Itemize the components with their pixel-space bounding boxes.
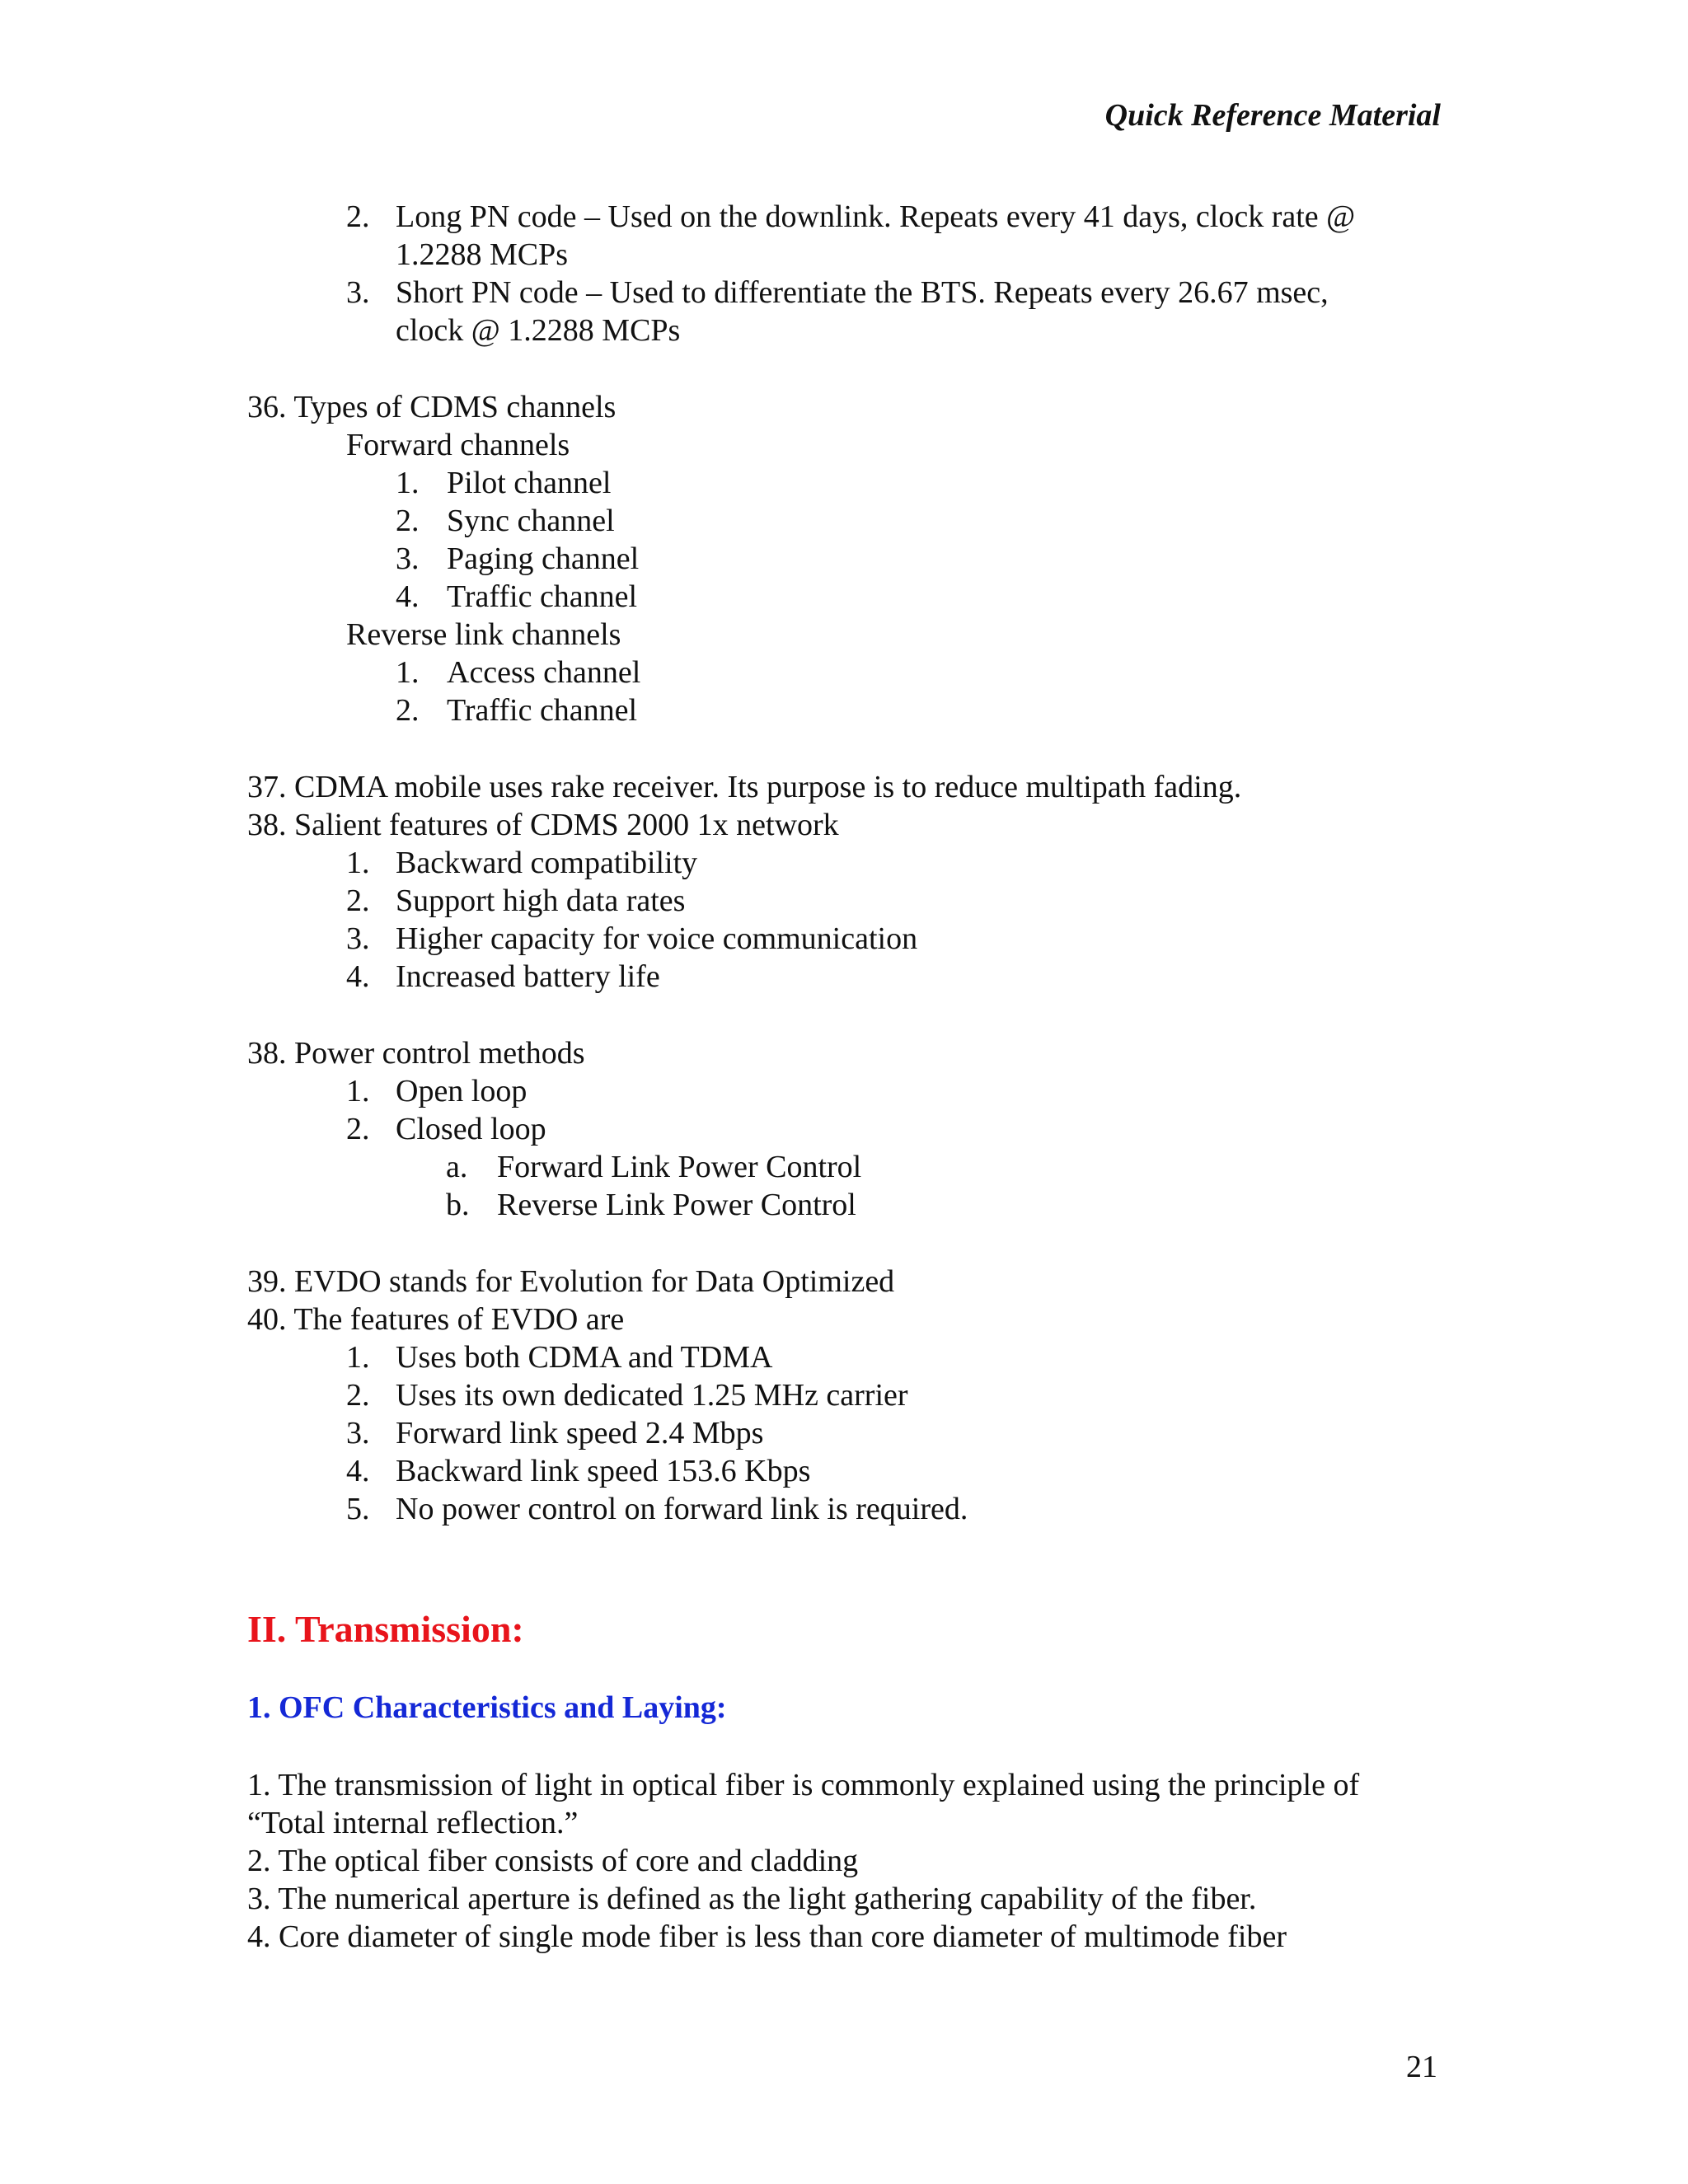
list-text: Higher capacity for voice communication <box>396 921 918 956</box>
list-item: 4. Core diameter of single mode fiber is less than core diameter of multimode fiber <box>247 1919 1287 1954</box>
list-number: 3. <box>346 921 370 956</box>
list-item <box>396 502 615 540</box>
list-item <box>346 958 660 996</box>
list-number: 5. <box>346 1492 370 1526</box>
page-number: 21 <box>1406 2050 1437 2084</box>
list-item: 3. The numerical aperture is defined as the light gathering capability of the fiber. <box>247 1882 1257 1916</box>
list-text: Pilot channel <box>447 466 612 500</box>
list-number: 3. <box>346 1416 370 1451</box>
question-title: 38. Salient features of CDMS 2000 1x network <box>247 808 839 842</box>
question-title: 36. Types of CDMS channels <box>247 390 617 424</box>
list-text: Backward link speed 153.6 Kbps <box>396 1454 811 1488</box>
list-item <box>346 1072 527 1110</box>
list-number: 1. <box>346 1074 370 1108</box>
list-text: Increased battery life <box>396 959 660 994</box>
list-text: Paging channel <box>447 541 640 576</box>
list-item <box>346 844 697 882</box>
list-number: 1. <box>396 466 420 500</box>
list-number: 2. <box>346 1112 370 1146</box>
list-number: 1. <box>346 846 370 880</box>
list-item <box>346 1376 908 1414</box>
list-item <box>396 464 611 502</box>
list-text: Backward compatibility <box>396 846 698 880</box>
list-number: 1. <box>346 1340 370 1375</box>
list-item <box>396 691 637 729</box>
sub-heading: Forward channels <box>346 428 570 462</box>
list-number: 4. <box>396 579 420 614</box>
list-number: 4. <box>346 1454 370 1488</box>
list-item <box>346 1110 546 1148</box>
list-text: Traffic channel <box>447 693 638 728</box>
list-number: 3. <box>396 541 420 576</box>
list-item <box>346 198 1355 236</box>
list-text: Uses its own dedicated 1.25 MHz carrier <box>396 1378 908 1413</box>
list-item-continuation: “Total internal reflection.” <box>247 1806 579 1840</box>
list-number: 2. <box>346 1378 370 1413</box>
list-item-continuation: 1.2288 MCPs <box>396 237 569 272</box>
list-item <box>396 654 640 691</box>
list-number: 2. <box>346 883 370 918</box>
list-item-continuation: clock @ 1.2288 MCPs <box>396 313 681 348</box>
list-number: 4. <box>346 959 370 994</box>
list-number: a. <box>446 1150 468 1184</box>
list-item <box>396 578 637 616</box>
list-item <box>346 1452 810 1490</box>
list-text: Forward link speed 2.4 Mbps <box>396 1416 764 1451</box>
question-title: 37. CDMA mobile uses rake receiver. Its purpose is to reduce multipath fading. <box>247 770 1242 804</box>
list-number: 2. <box>396 693 420 728</box>
list-item <box>396 540 639 578</box>
list-text: Reverse Link Power Control <box>497 1188 856 1222</box>
subsection-title: 1. OFC Characteristics and Laying: <box>247 1690 727 1725</box>
list-text: Sync channel <box>447 504 615 538</box>
list-item <box>346 920 917 958</box>
question-title: 40. The features of EVDO are <box>247 1302 625 1337</box>
sub-heading: Reverse link channels <box>346 617 621 652</box>
list-item <box>346 1414 763 1452</box>
list-text: No power control on forward link is required. <box>396 1492 968 1526</box>
list-number: b. <box>446 1188 470 1222</box>
list-item <box>346 274 1329 312</box>
list-number: 2. <box>396 504 420 538</box>
list-text: Short PN code – Used to differentiate the BTS. Repeats every 26.67 msec, <box>396 275 1329 310</box>
list-item: 1. The transmission of light in optical fiber is commonly explained using the principle of <box>247 1768 1360 1802</box>
list-number: 2. <box>346 199 370 234</box>
list-text: Uses both CDMA and TDMA <box>396 1340 773 1375</box>
list-item <box>346 1338 772 1376</box>
list-item <box>346 882 685 920</box>
list-text: Traffic channel <box>447 579 638 614</box>
question-title: 38. Power control methods <box>247 1036 585 1071</box>
list-text: Support high data rates <box>396 883 686 918</box>
question-title: 39. EVDO stands for Evolution for Data Optimized <box>247 1264 895 1299</box>
list-item: 2. The optical fiber consists of core and cladding <box>247 1844 859 1878</box>
list-number: 1. <box>396 655 420 690</box>
list-text: Closed loop <box>396 1112 546 1146</box>
list-text: Access channel <box>447 655 641 690</box>
section-title: II. Transmission: <box>247 1608 524 1650</box>
list-number: 3. <box>346 275 370 310</box>
list-text: Long PN code – Used on the downlink. Repeats every 41 days, clock rate @ <box>396 199 1356 234</box>
list-text: Forward Link Power Control <box>497 1150 862 1184</box>
list-item <box>446 1148 861 1186</box>
list-text: Open loop <box>396 1074 528 1108</box>
list-item <box>446 1186 856 1224</box>
list-item <box>346 1490 968 1528</box>
page-header: Quick Reference Material <box>1104 98 1441 133</box>
